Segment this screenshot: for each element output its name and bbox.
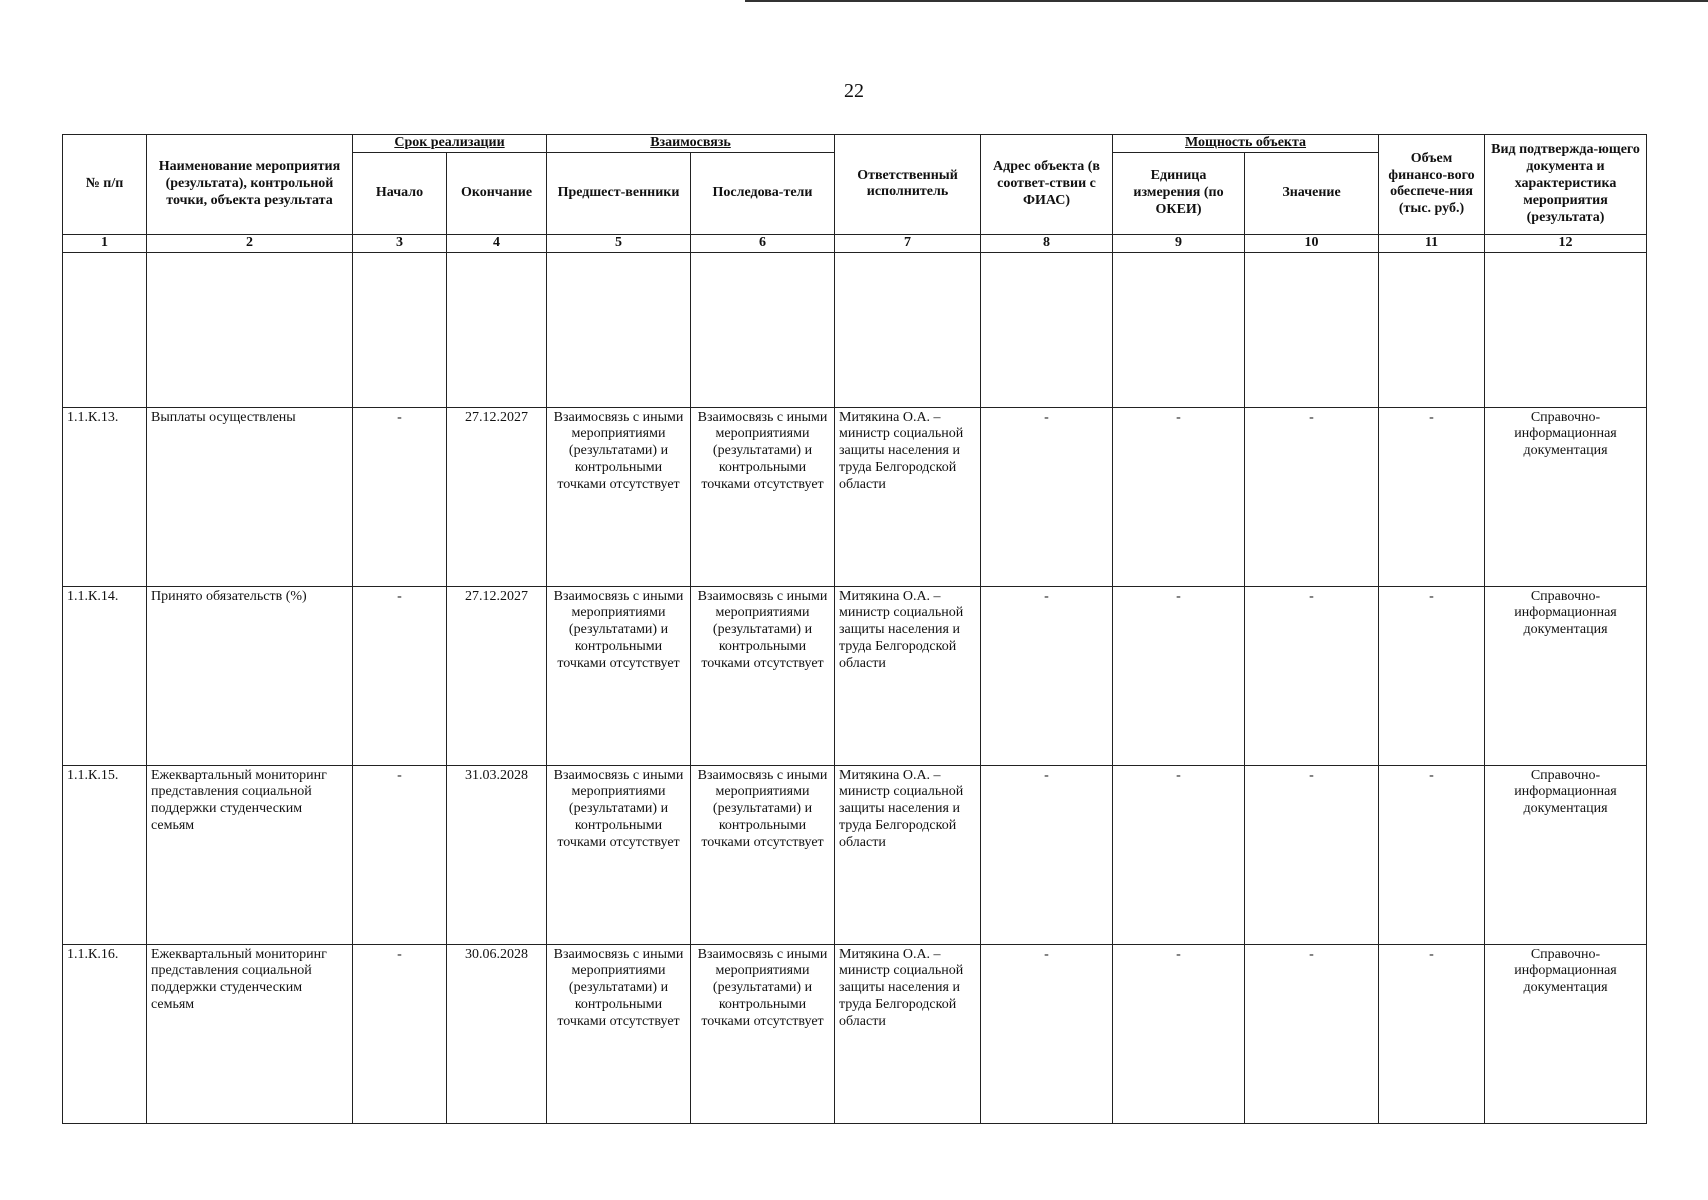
column-number: 10 [1245, 234, 1379, 252]
empty-cell [447, 252, 547, 407]
empty-cell [691, 252, 835, 407]
row-successors: Взаимосвязь с иными мероприятиями (результатами) и контрольными точками отсутствует [691, 944, 835, 1123]
row-predecessors: Взаимосвязь с иными мероприятиями (результатами) и контрольными точками отсутствует [547, 586, 691, 765]
row-start: - [353, 407, 447, 586]
empty-cell [835, 252, 981, 407]
row-name: Ежеквартальный мониторинг представления социальной поддержки студенческим семьям [147, 944, 353, 1123]
row-address: - [981, 586, 1113, 765]
table-row [63, 944, 1647, 1123]
column-number: 6 [691, 234, 835, 252]
row-unit: - [1113, 407, 1245, 586]
row-number: 1.1.К.13. [63, 407, 147, 586]
header-value: Значение [1245, 152, 1379, 234]
column-number: 9 [1113, 234, 1245, 252]
empty-cell [1113, 252, 1245, 407]
row-document: Справочно-информационная документация [1485, 586, 1647, 765]
row-predecessors: Взаимосвязь с иными мероприятиями (результатами) и контрольными точками отсутствует [547, 765, 691, 944]
column-number-row [63, 234, 1647, 252]
column-number: 1 [63, 234, 147, 252]
table-row [63, 586, 1647, 765]
header-group-moshch: Мощность объекта [1113, 135, 1379, 153]
row-unit: - [1113, 586, 1245, 765]
header-responsible: Ответственный исполнитель [835, 135, 981, 235]
row-name: Принято обязательств (%) [147, 586, 353, 765]
row-responsible: Митякина О.А. – министр социальной защиты населения и труда Белгородской области [835, 586, 981, 765]
column-number: 2 [147, 234, 353, 252]
row-number: 1.1.К.15. [63, 765, 147, 944]
empty-cell [63, 252, 147, 407]
plan-table [62, 134, 1647, 1124]
row-predecessors: Взаимосвязь с иными мероприятиями (результатами) и контрольными точками отсутствует [547, 944, 691, 1123]
column-number: 11 [1379, 234, 1485, 252]
row-start: - [353, 944, 447, 1123]
empty-cell [147, 252, 353, 407]
header-row-top [63, 135, 1647, 153]
row-finance: - [1379, 765, 1485, 944]
row-unit: - [1113, 765, 1245, 944]
row-address: - [981, 944, 1113, 1123]
row-finance: - [1379, 944, 1485, 1123]
header-doc: Вид подтвержда-ющего документа и характеристика мероприятия (результата) [1485, 135, 1647, 235]
row-value: - [1245, 765, 1379, 944]
table-row [63, 407, 1647, 586]
row-value: - [1245, 407, 1379, 586]
header-group-vzaim: Взаимосвязь [547, 135, 835, 153]
row-end: 27.12.2027 [447, 407, 547, 586]
row-unit: - [1113, 944, 1245, 1123]
header-start: Начало [353, 152, 447, 234]
column-number: 5 [547, 234, 691, 252]
row-document: Справочно-информационная документация [1485, 944, 1647, 1123]
empty-cell [1245, 252, 1379, 407]
empty-cell [547, 252, 691, 407]
row-successors: Взаимосвязь с иными мероприятиями (результатами) и контрольными точками отсутствует [691, 586, 835, 765]
column-number: 7 [835, 234, 981, 252]
row-successors: Взаимосвязь с иными мероприятиями (результатами) и контрольными точками отсутствует [691, 765, 835, 944]
empty-cell [1485, 252, 1647, 407]
table-row-empty [63, 252, 1647, 407]
row-start: - [353, 765, 447, 944]
row-finance: - [1379, 586, 1485, 765]
row-end: 30.06.2028 [447, 944, 547, 1123]
header-unit: Единица измерения (по ОКЕИ) [1113, 152, 1245, 234]
row-start: - [353, 586, 447, 765]
row-responsible: Митякина О.А. – министр социальной защиты населения и труда Белгородской области [835, 944, 981, 1123]
row-document: Справочно-информационная документация [1485, 765, 1647, 944]
row-address: - [981, 765, 1113, 944]
header-pred: Предшест-венники [547, 152, 691, 234]
empty-cell [1379, 252, 1485, 407]
empty-cell [981, 252, 1113, 407]
column-number: 4 [447, 234, 547, 252]
header-name: Наименование мероприятия (результата), контрольной точки, объекта результата [147, 135, 353, 235]
header-end: Окончание [447, 152, 547, 234]
header-post: Последова-тели [691, 152, 835, 234]
row-name: Выплаты осуществлены [147, 407, 353, 586]
row-responsible: Митякина О.А. – министр социальной защиты населения и труда Белгородской области [835, 407, 981, 586]
header-num: № п/п [63, 135, 147, 235]
header-finance: Объем финансо-вого обеспече-ния (тыс. руб.) [1379, 135, 1485, 235]
row-predecessors: Взаимосвязь с иными мероприятиями (результатами) и контрольными точками отсутствует [547, 407, 691, 586]
empty-cell [353, 252, 447, 407]
scan-border-line [745, 0, 1708, 2]
column-number: 12 [1485, 234, 1647, 252]
row-number: 1.1.К.14. [63, 586, 147, 765]
column-number: 8 [981, 234, 1113, 252]
row-end: 27.12.2027 [447, 586, 547, 765]
header-group-srok: Срок реализации [353, 135, 547, 153]
row-address: - [981, 407, 1113, 586]
row-name: Ежеквартальный мониторинг представления социальной поддержки студенческим семьям [147, 765, 353, 944]
row-value: - [1245, 586, 1379, 765]
column-number: 3 [353, 234, 447, 252]
row-value: - [1245, 944, 1379, 1123]
header-address: Адрес объекта (в соответ-ствии с ФИАС) [981, 135, 1113, 235]
row-document: Справочно-информационная документация [1485, 407, 1647, 586]
row-successors: Взаимосвязь с иными мероприятиями (результатами) и контрольными точками отсутствует [691, 407, 835, 586]
table-row [63, 765, 1647, 944]
row-end: 31.03.2028 [447, 765, 547, 944]
row-finance: - [1379, 407, 1485, 586]
page-number: 22 [844, 80, 864, 102]
row-responsible: Митякина О.А. – министр социальной защиты населения и труда Белгородской области [835, 765, 981, 944]
row-number: 1.1.К.16. [63, 944, 147, 1123]
